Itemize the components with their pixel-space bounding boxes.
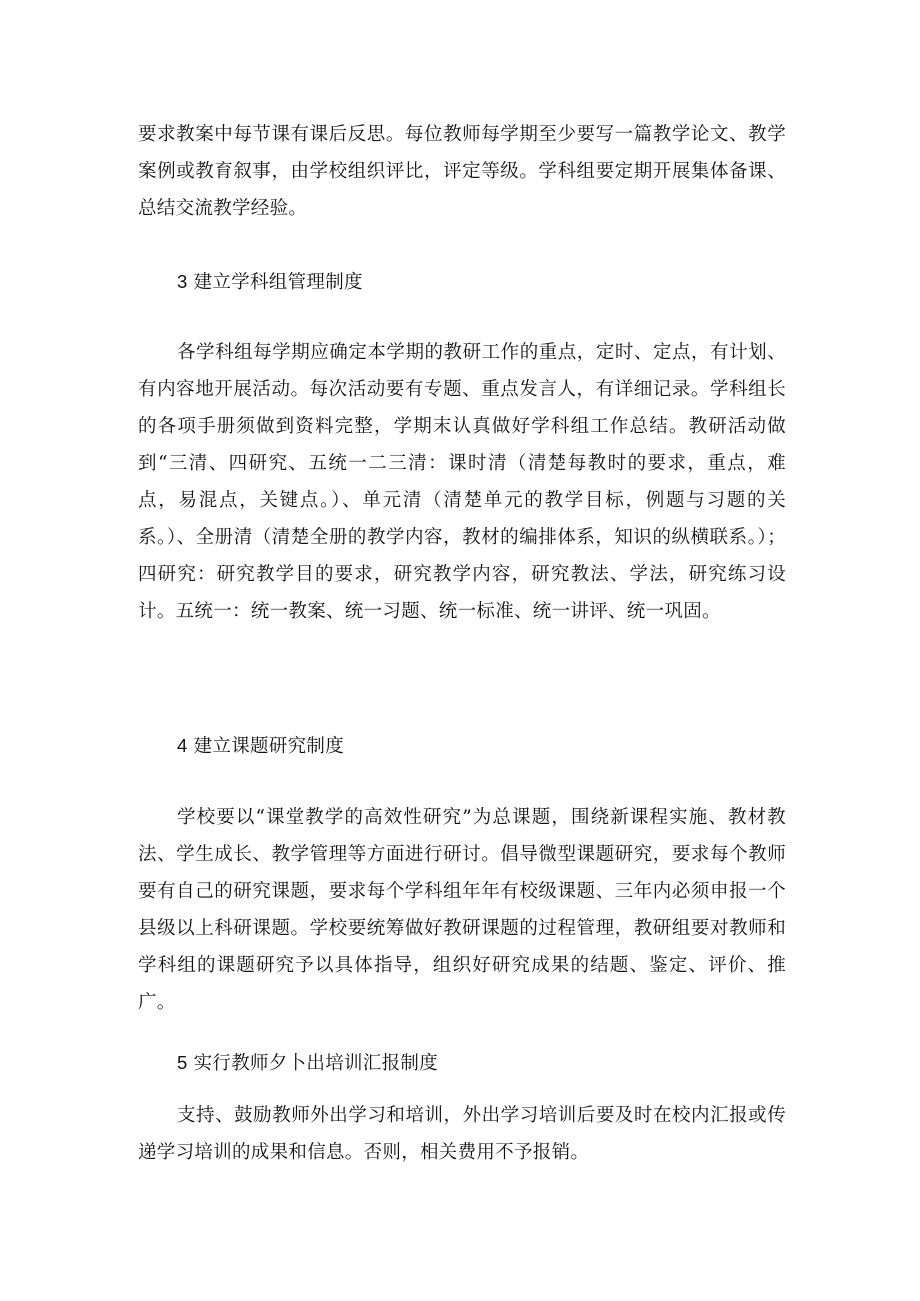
heading-subject-group-management [177, 263, 363, 301]
heading-research-topic-system [177, 727, 344, 765]
paragraph-research-topics: 学校要以“课堂教学的高效性研究”为总课题，围绕新课程实施、教材教法、学生成长、教学管理等方面进行研讨。倡导微型课题研究，要求每个教师要有自己的研究课题，要求每个学科组年年有校级课题、三年内必须申报一个县级以上科研课题。学校要统筹做好教研课题的过程管理，教研组要对教师和学科组的课题研究予以具体指导，组织好研究成果的结题、鉴定、评价、推广。 [138, 807, 786, 1013]
paragraph-training-report: 支持、鼓励教师外出学习和培训，外出学习培训后要及时在校内汇报或传递学习培训的成果和信息。否则，相关费用不予报销。 [138, 1105, 786, 1163]
paragraph-teaching-reflection: 要求教案中每节课有课后反思。每位教师每学期至少要写一篇教学论文、教学案例或教育叙事，由学校组织评比，评定等级。学科组要定期开展集体备课、总结交流教学经验。 [138, 124, 786, 219]
heading-number: 3 [177, 271, 188, 292]
heading-number: 4 [177, 735, 188, 756]
heading-text: 建立课题研究制度 [193, 736, 344, 757]
paragraph-subject-group-activities: 各学科组每学期应确定本学期的教研工作的重点，定时、定点，有计划、有内容地开展活动。每次活动要有专题、重点发言人，有详细记录。学科组长的各项手册须做到资料完整，学期末认真做好学科组工作总结。教研活动做到“三清、四研究、五统一二三清：课时清（清楚每教时的要求，重点，难点，易混点，关键点。）、单元清（清楚单元的教学目标，例题与习题的关系。）、全册清（清楚全册的教学内容，教材的编排体系，知识的纵横联系。）；四研究：研究教学目的要求，研究教学内容，研究教法、学法，研究练习设计。五统一：统一教案、统一习题、统一标准、统一讲评、统一巩固。 [138, 342, 786, 622]
heading-number: 5 [177, 1052, 188, 1073]
heading-text: 建立学科组管理制度 [193, 272, 363, 293]
heading-training-report-system [177, 1044, 438, 1082]
heading-text: 实行教师夕卜出培训汇报制度 [193, 1053, 438, 1074]
